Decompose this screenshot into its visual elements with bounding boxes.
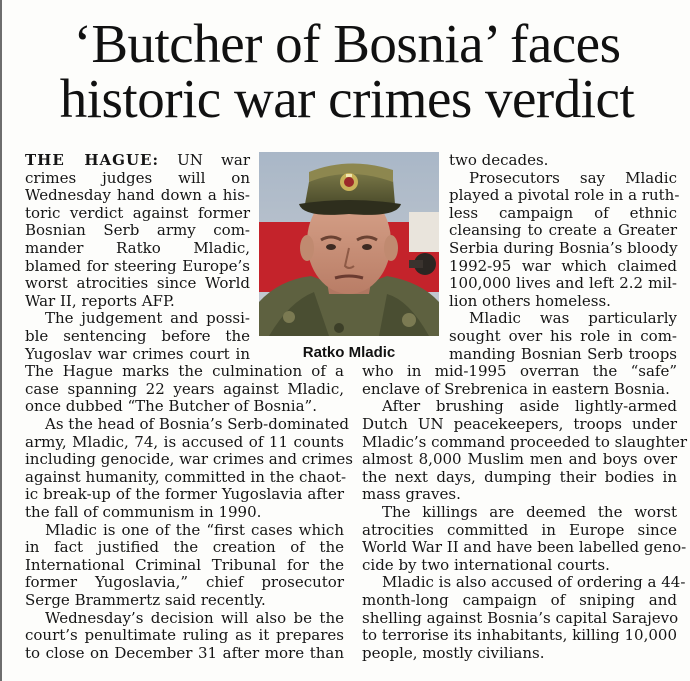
article-line: 1992-95 war which claimed	[449, 256, 677, 275]
article-line: Yugoslav war crimes court in	[25, 344, 250, 363]
article-line: including genocide, war crimes and crimes	[25, 450, 353, 469]
article-line: played a pivotal role in a ruth-	[449, 186, 680, 205]
article-line: ic break-up of the former Yugoslavia after	[25, 485, 344, 504]
article-line: World War II and have been labelled geno-	[362, 538, 687, 557]
article-line: against humanity, committed in the chaot-	[25, 467, 347, 486]
article-line: former Yugoslavia,” chief prosecutor	[25, 573, 344, 592]
article-line: Mladic was particularly	[469, 309, 677, 328]
article-line: toric verdict against former	[25, 203, 250, 222]
article-line: the next days, dumping their bodies in	[362, 467, 677, 486]
article-line: two decades.	[449, 151, 549, 169]
article-line: Prosecutors say Mladic	[469, 168, 677, 187]
article-line: 100,000 lives and left 2.2 mil-	[449, 274, 677, 293]
article-line: atrocities committed in Europe since	[362, 520, 677, 539]
photo-caption: Ratko Mladic	[302, 344, 396, 361]
article-line: Wednesday hand down a his-	[25, 186, 250, 205]
article-line: manding Bosnian Serb troops	[449, 344, 677, 363]
article-line: Wednesday’s decision will also be the	[45, 608, 344, 627]
article-line: less campaign of ethnic	[449, 203, 677, 222]
article-line: the fall of communism in 1990.	[25, 503, 262, 521]
article-line: lion others homeless.	[449, 291, 611, 310]
article-line: cleansing to create a Greater	[449, 221, 677, 240]
article-line: Serbia during Bosnia’s bloody	[449, 239, 678, 257]
article-line: ble sentencing before the	[25, 327, 250, 345]
headline-line-2: historic war crimes verdict	[59, 68, 635, 129]
article-line: case spanning 22 years against Mladic,	[25, 379, 344, 398]
article-line: Mladic is one of the “first cases which	[45, 520, 344, 539]
article-line: Serge Brammertz said recently.	[25, 591, 266, 609]
article-line: people, mostly civilians.	[362, 643, 545, 662]
article-line: court’s penultimate ruling as it prepares	[25, 626, 344, 645]
article-line: Dutch UN peacekeepers, troops under	[362, 415, 677, 433]
article-line: War II, reports AFP.	[25, 291, 175, 310]
article-line: The killings are deemed the worst	[382, 503, 677, 521]
article-line: crimes judges will on	[25, 168, 250, 187]
article-line: to close on December 31 after more than	[25, 643, 344, 662]
article-line: mass graves.	[362, 485, 461, 504]
article-line: to terrorise its inhabitants, killing 10,000	[362, 626, 677, 645]
article-line: in fact justified the creation of the	[25, 538, 344, 557]
article-line: International Criminal Tribunal for the	[25, 555, 344, 574]
article-line: worst atrocities since World	[25, 274, 250, 293]
article-line: Mladic’s command proceeded to slaughter	[362, 432, 688, 451]
article-body	[2, 0, 690, 681]
article-line: blamed for steering Europe’s	[25, 256, 250, 275]
article-line: army, Mladic, 74, is accused of 11 counts	[25, 432, 344, 451]
article-line	[25, 152, 250, 170]
article-line: sought over his role in com-	[449, 327, 677, 345]
article-line-text: UN war	[159, 151, 250, 169]
article-line: Mladic is also accused of ordering a 44-	[382, 573, 686, 592]
article-line: The Hague marks the culmination of a	[25, 362, 344, 381]
article-line: enclave of Srebrenica in eastern Bosnia.	[362, 379, 670, 398]
article-line: who in mid-1995 overran the “safe”	[362, 362, 677, 381]
article-line: month-long campaign of sniping and	[362, 591, 677, 609]
headline-line-1: ‘Butcher of Bosnia’ faces	[73, 13, 621, 74]
article-line: shelling against Bosnia’s capital Sarajevo	[362, 608, 679, 627]
article-line: cide by two international courts.	[362, 555, 610, 574]
article-line: once dubbed “The Butcher of Bosnia”.	[25, 397, 317, 416]
article-line: Bosnian Serb army com-	[25, 221, 250, 240]
article-line: mander Ratko Mladic,	[25, 239, 250, 257]
dateline: THE HAGUE:	[25, 151, 160, 169]
article-line: After brushing aside lightly-armed	[382, 397, 677, 416]
article-line: The judgement and possi-	[45, 309, 250, 328]
article-line: As the head of Bosnia’s Serb-dominated	[45, 415, 349, 433]
article-line: almost 8,000 Muslim men and boys over	[362, 450, 677, 469]
